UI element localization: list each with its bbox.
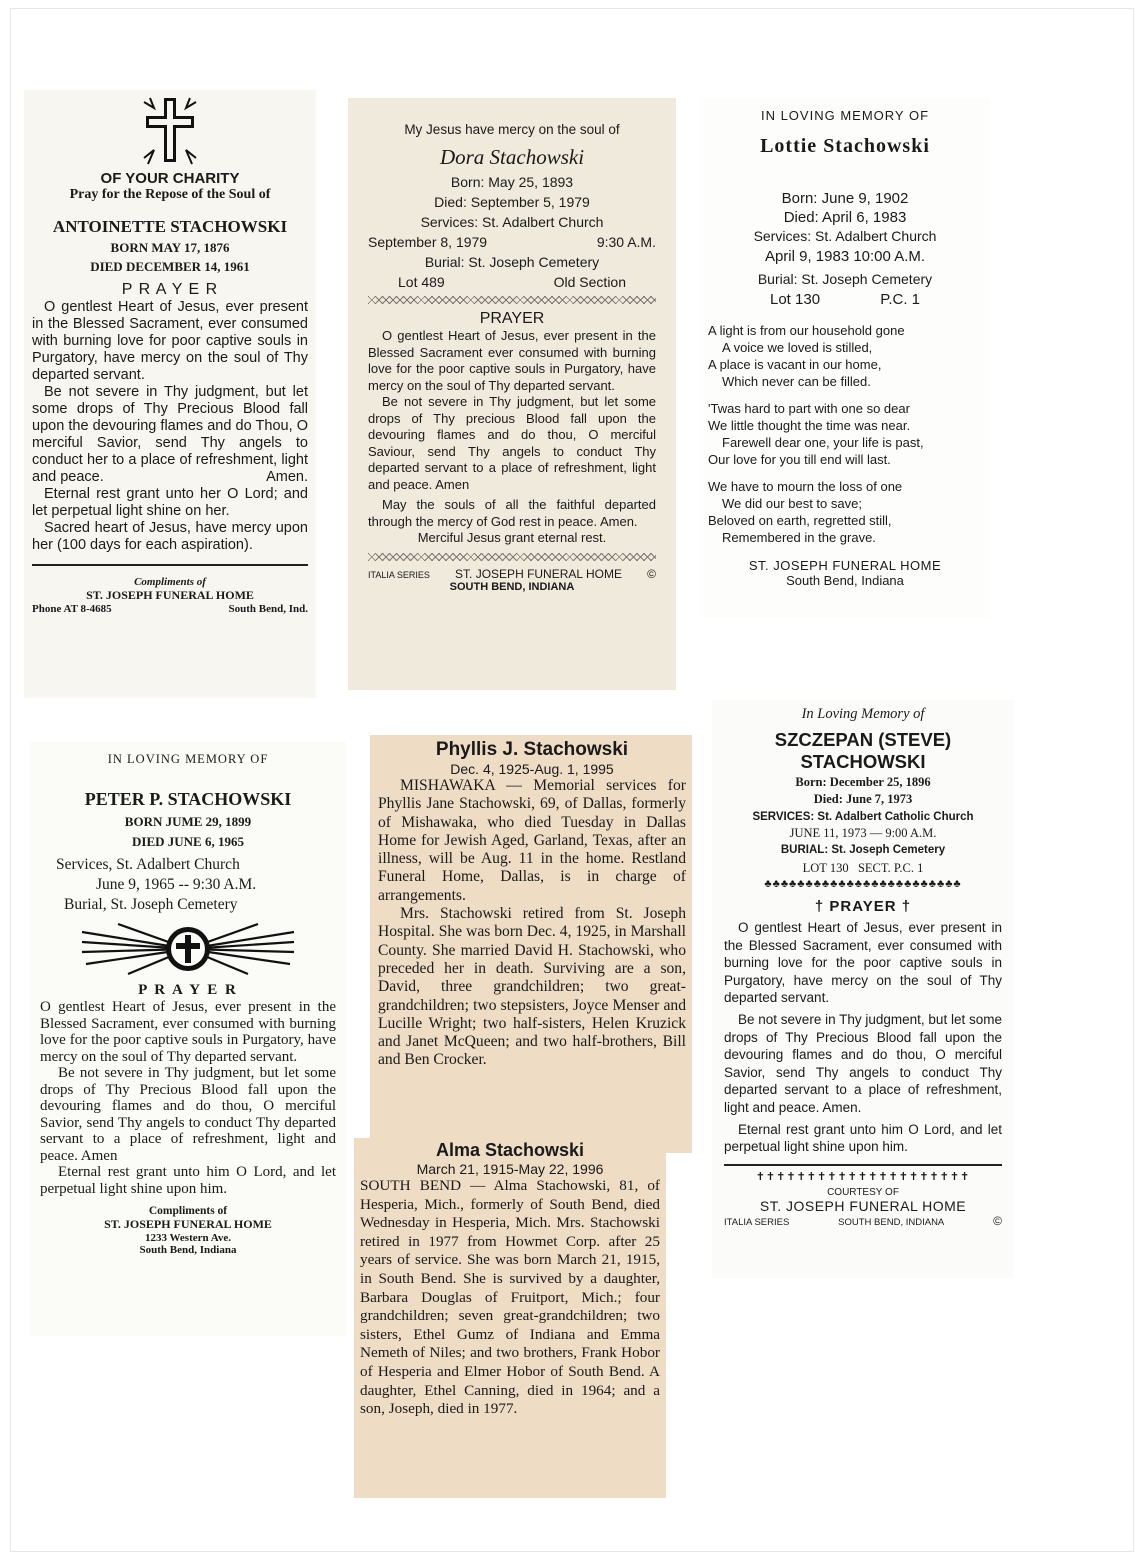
wavy-divider-2 [368,553,656,561]
series-label: ITALIA SERIES [724,1216,790,1228]
poem-line: A voice we loved is stilled, [722,340,873,355]
obituary-clipping-alma [354,1138,666,1498]
funeral-home: ST. JOSEPH FUNERAL HOME [455,566,622,581]
obituary-text: SOUTH BEND — Alma Stachowski, 81, of Hesperia, Mich., formerly of South Bend, died Wednesday in Hesperia, Mich. Mrs. Stachowski retired in 1977 from Howmet Corp. after 25 years of service. She was born March 21, 1915, in South Bend. She is survived by a daughter, Barbara Douglas of Fruitport, Mich.; four grandchildren; seven great-grandchildren; two sisters, Ethel Gumz of Indiana and Emma Nemeth of Niles; and two brothers, Frank Hobor of Hesperia and Elmer Hobor of South Bend. A daughter, Ethel Canning, died in 1964; and a son, Joseph, died in 1977. [360,1177,660,1418]
poem-line: A light is from our household gone [708,323,905,338]
born-date: BORN MAY 17, 1876 [110,240,230,255]
life-dates: Dec. 4, 1925-Aug. 1, 1995 [450,761,614,777]
heading: IN LOVING MEMORY OF [760,108,930,123]
burial-label: BURIAL: [780,844,829,856]
poem-line: Beloved on earth, regretted still, [708,513,892,528]
poem-spacer [708,468,982,478]
section: Old Section [553,274,626,290]
courtesy: COURTESY OF [827,1186,899,1198]
city: South Bend, Indiana [786,573,904,588]
ornament-divider-2: ✝✝✝✝✝✝✝✝✝✝✝✝✝✝✝✝✝✝✝✝✝ [755,1170,971,1183]
poem-line: We little thought the time was near. [708,418,911,433]
ornament-divider: ♣♣♣♣♣♣♣♣♣♣♣♣♣♣♣♣♣♣♣♣♣♣♣♣ [764,878,962,890]
prayer-text-2: Be not severe in Thy judgment, but let some drops of Thy Precious Blood fall upon the devouring flames and do Thou, O merciful Savior, send Thy angels to conduct her to a place of refreshment, light and peace. Amen. [32,384,308,485]
funeral-home: ST. JOSEPH FUNERAL HOME [86,588,254,602]
died-date: Died: April 6, 1983 [783,209,907,226]
deceased-name: Dora Stachowski [439,145,585,169]
service-date: September 8, 1979 [368,234,488,250]
prayer-text-3: Eternal rest grant unto him O Lord, and let perpetual light shine upon him. [724,1121,1002,1155]
services: Services: St. Adalbert Church [753,228,937,244]
copyright-icon: © [647,566,656,581]
city: SOUTH BEND, INDIANA [449,580,575,593]
cross-icon [32,94,308,170]
burial: Burial: St. Joseph Cemetery [424,254,600,270]
burial: St. Joseph Cemetery [831,844,946,856]
life-dates: March 21, 1915-May 22, 1996 [416,1161,604,1177]
services: Services, St. Adalbert Church [56,856,240,873]
radiant-cross-icon [40,920,336,980]
poem-line: We have to mourn the loss of one [708,479,903,494]
heading: OF YOUR CHARITY [100,170,240,187]
services-line [724,811,1002,823]
heading: IN LOVING MEMORY OF [107,752,269,766]
lot: Lot 130 [770,291,821,308]
poem-line: 'Twas hard to part with one so dear [708,401,910,416]
prayer-text: O gentlest Heart of Jesus, ever present in the Blessed Sacrament, ever consumed with burning love for the poor captive souls in Purgatory, have mercy on the soul of Thy departed servant. [724,920,1002,1006]
prayer-title: † PRAYER † [814,898,912,915]
services: Services: St. Adalbert Church [420,214,604,230]
poem [708,322,982,546]
deceased-name: Phyllis J. Stachowski [435,739,629,760]
city: South Bend, Indiana [139,1244,237,1256]
prayer-title: P R A Y E R [138,982,238,998]
prayer-text-2: Be not severe in Thy judgment, but let some drops of Thy precious Blood fall upon the devouring flames and do thou, O merciful Saviour, send Thy angels to conduct Thy departed servant to a place of refreshment, light and peace. Amen [368,394,656,492]
poem-line: Farewell dear one, your life is past, [722,435,924,450]
memorial-card-antoinette [24,90,316,698]
heading: In Loving Memory of [801,706,925,722]
funeral-home: ST. JOSEPH FUNERAL HOME [759,1197,967,1214]
prayer-text-2: Be not severe in Thy judgment, but let some drops of Thy Precious Blood fall upon the devouring flames and do thou, O merciful Savior, send Thy angels to conduct Thy departed servant to a place of refreshment, light and peace. Amen [40,1065,336,1164]
died-date: Died: September 5, 1979 [434,194,590,210]
burial: Burial, St. Joseph Cemetery [64,896,238,913]
service-date: April 9, 1983 10:00 A.M. [764,248,926,265]
wavy-divider [368,296,656,304]
subheading: Pray for the Repose of the Soul of [69,187,271,202]
service-date: JUNE 11, 1973 — 9:00 A.M. [789,826,937,840]
deceased-name: SZCZEPAN (STEVE) STACHOWSKI [774,729,952,772]
born-date: Born: June 9, 1902 [781,190,909,207]
divider [32,564,308,566]
born-date: BORN JUME 29, 1899 [124,814,252,829]
memorial-card-lottie [700,98,990,618]
prayer-text-2: Be not severe in Thy judgment, but let some drops of Thy Precious Blood fall upon the devouring flames and do thou, O merciful Savior, send Thy angels to conduct Thy departed servant to a place of refreshment, light and peace. Amen. [724,1011,1002,1115]
intro: My Jesus have mercy on the soul of [404,122,620,137]
copyright-icon: © [993,1213,1002,1228]
prayer-text: O gentlest Heart of Jesus, ever present in the Blessed Sacrament, ever consumed with burning love for poor captive souls in Purgatory, have mercy on the soul of Thy departed servant. [32,299,308,383]
services: St. Adalbert Catholic Church [817,811,974,823]
died-date: DIED DECEMBER 14, 1961 [90,259,250,274]
city: SOUTH BEND, INDIANA [838,1216,945,1228]
deceased-name: Alma Stachowski [435,1140,585,1160]
poem-line: Remembered in the grave. [722,530,876,545]
born-date: Born: May 25, 1893 [450,174,574,190]
memorial-card-dora [348,98,676,690]
compliments: Compliments of [148,1205,228,1217]
prayer-text: O gentlest Heart of Jesus, ever present in the Blessed Sacrament, ever consumed with burning love for the poor captive souls in Purgatory, have mercy on the soul of Thy departed servant. [40,999,336,1065]
city: South Bend, Ind. [228,603,308,615]
prayer-text-4: Sacred heart of Jesus, have mercy upon her (100 days for each aspiration). [32,520,308,553]
deceased-name: ANTOINETTE STACHOWSKI [52,217,288,236]
funeral-home: ST. JOSEPH FUNERAL HOME [104,1217,272,1231]
obituary-text: MISHAWAKA — Memorial services for Phyllis Jane Stachowski, 69, of Dallas, formerly of Mishawaka, who died Tuesday in Dallas Home for Jewish Aged, Garland, Texas, after an illness, will be Aug. 11 in the home. Restland Funeral Home, Dallas, is in charge of arrangements. [378,777,686,904]
died-date: Died: June 7, 1973 [813,792,913,806]
lot: LOT 130 SECT. P.C. 1 [802,861,924,875]
burial-line [724,844,1002,856]
series-label: ITALIA SERIES [368,569,430,580]
prayer-text-3: Eternal rest grant unto her O Lord; and let perpetual light shine on her. [32,486,308,519]
prayer-text-3: May the souls of all the faithful departed through the mercy of God rest in peace. Amen. [368,497,656,529]
address: 1233 Western Ave. [144,1232,232,1244]
service-time: 9:30 A.M. [596,234,656,250]
divider [724,1164,1002,1166]
poem-spacer [708,390,982,400]
phone: Phone AT 8-4685 [32,603,112,615]
compliments: Compliments of [134,576,206,588]
obituary-text-2: Mrs. Stachowski retired from St. Joseph Hospital. She was born Dec. 4, 1925, in Marshall County. She married David H. Stachowski, who preceded her in death. Surviving are a son, David, three grandchildren; two great-grandchildren; two stepsisters, Joyce Menser and Lucille Wright; two half-sisters, Helen Kruzick and Janet McQueen; and two half-brothers, Bill and Ben Crocker. [378,905,686,1069]
died-date: DIED JUNE 6, 1965 [132,834,244,849]
lot: Lot 489 [398,274,445,290]
born-date: Born: December 25, 1896 [795,775,931,789]
burial: Burial: St. Joseph Cemetery [757,271,933,287]
deceased-name: PETER P. STACHOWSKI [84,789,292,809]
poem-line: We did our best to save; [722,496,862,511]
memorial-card-peter [30,742,346,1336]
memorial-card-szczepan [712,700,1014,1278]
prayer-text: O gentlest Heart of Jesus, ever present in the Blessed Sacrament ever consumed with burning love for the poor captive souls in Purgatory, have mercy on the soul of Thy departed servant. [368,328,656,393]
prayer-title: PRAYER [479,310,545,327]
prayer-text-3: Eternal rest grant unto him O Lord, and let perpetual light shine upon him. [40,1164,336,1197]
prayer-title: P R A Y E R [121,281,219,298]
services-label: SERVICES: [752,811,815,823]
pc: P.C. 1 [880,291,920,308]
obituary-clipping-phyllis [370,735,692,1153]
poem-line: A place is vacant in our home, [708,357,882,372]
funeral-home: ST. JOSEPH FUNERAL HOME [748,558,942,573]
poem-line: Which never can be filled. [722,374,871,389]
poem-line: Our love for you till end will last. [708,452,891,467]
service-date: June 9, 1965 -- 9:30 A.M. [96,876,257,893]
deceased-name: Lottie Stachowski [760,135,930,157]
prayer-text-4: Merciful Jesus grant eternal rest. [417,530,607,545]
